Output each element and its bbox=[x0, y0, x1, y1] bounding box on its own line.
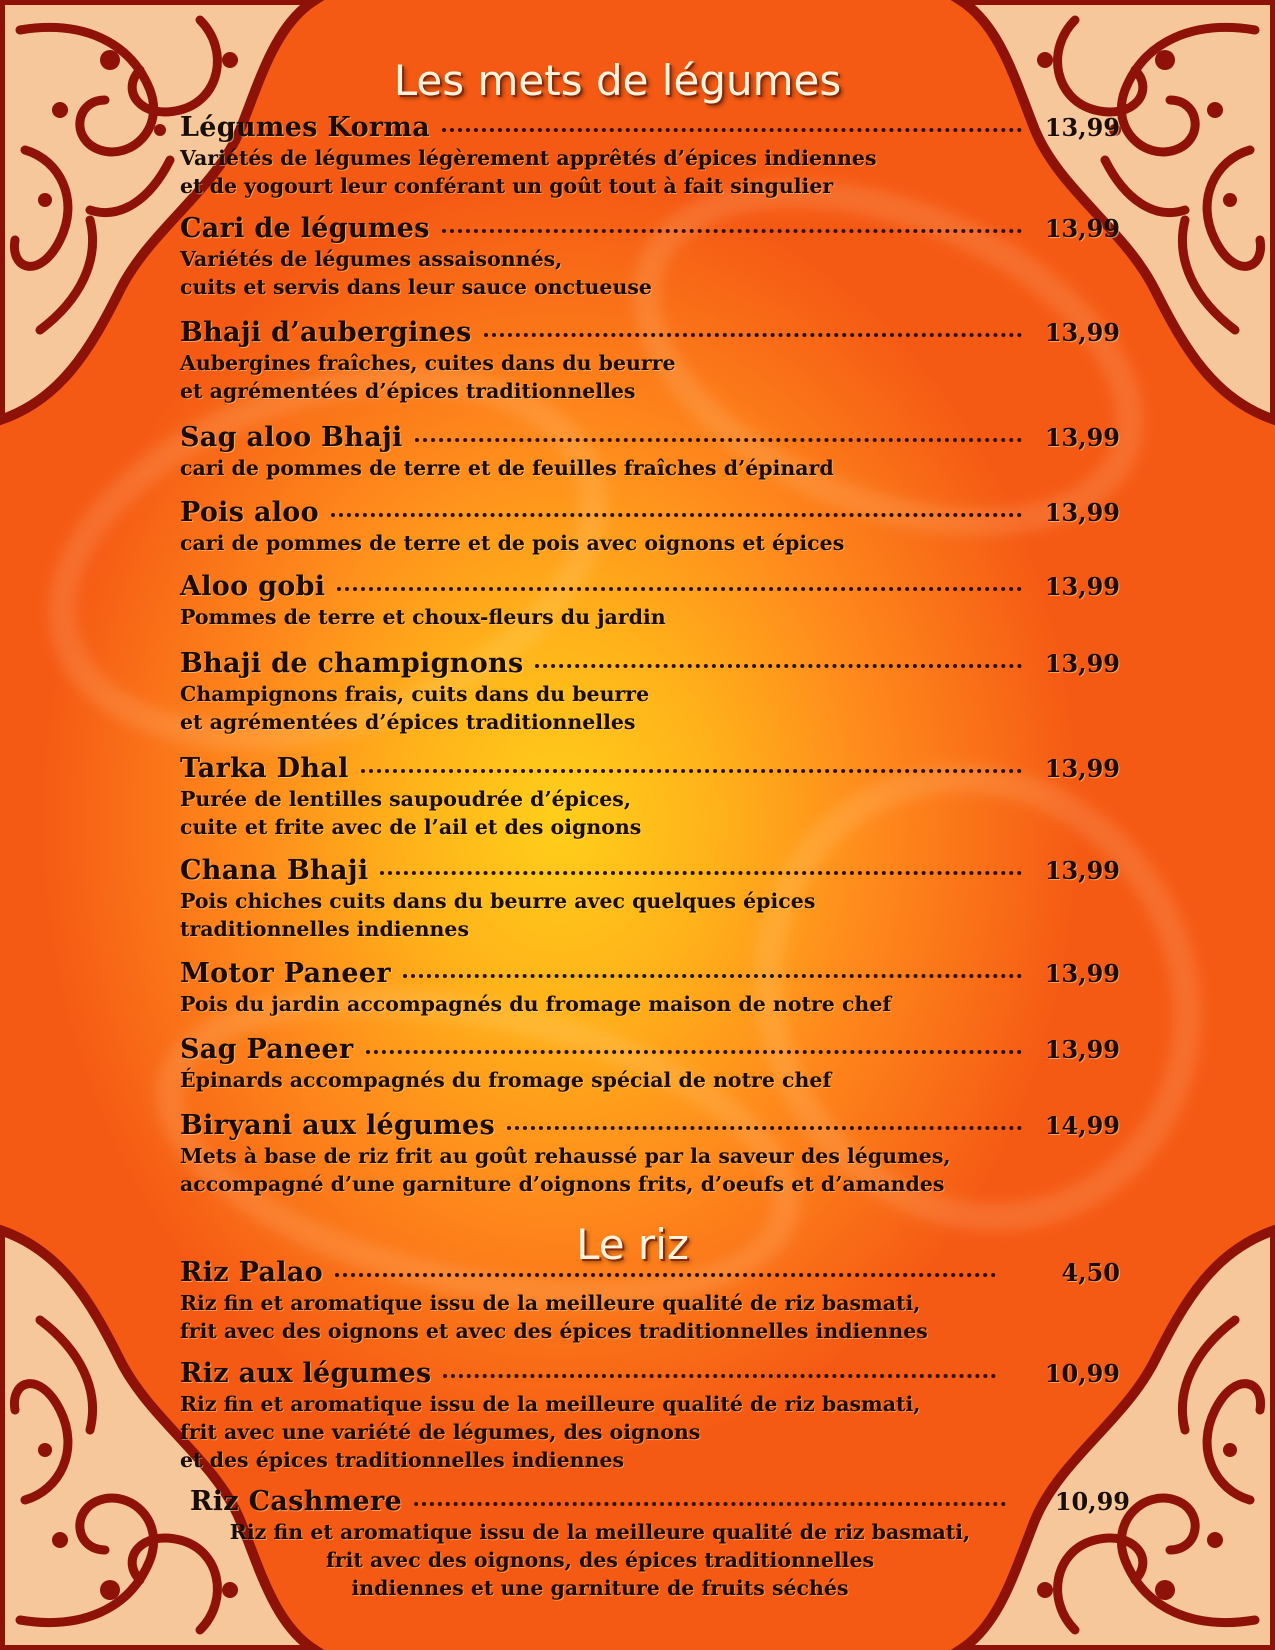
item-description: et agrémentées d’épices traditionnelles bbox=[180, 710, 636, 734]
item-description: cuits et servis dans leur sauce onctueuse bbox=[180, 275, 652, 299]
item-description: frit avec des oignons, des épices traditionnelles bbox=[325, 1548, 875, 1572]
item-name: Biryani aux légumes bbox=[180, 1110, 495, 1141]
item-description: frit avec des oignons et avec des épices traditionnelles indiennes bbox=[180, 1319, 928, 1343]
item-name: Riz aux légumes bbox=[180, 1358, 432, 1389]
item-name: Pois aloo bbox=[180, 497, 319, 528]
item-description: et de yogourt leur conférant un goût tout à fait singulier bbox=[180, 174, 834, 198]
item-description: et agrémentées d’épices traditionnelles bbox=[180, 379, 636, 403]
item-description: traditionnelles indiennes bbox=[180, 917, 470, 941]
dot-leader bbox=[366, 1050, 1022, 1054]
item-description: Pois chiches cuits dans du beurre avec quelques épices bbox=[180, 889, 816, 913]
item-description: Pommes de terre et choux-fleurs du jardin bbox=[180, 605, 666, 629]
item-name: Sag Paneer bbox=[180, 1034, 354, 1065]
dot-leader bbox=[415, 438, 1022, 442]
item-description: cari de pommes de terre et de pois avec oignons et épices bbox=[180, 531, 845, 555]
item-description: Purée de lentilles saupoudrée d’épices, bbox=[180, 787, 631, 811]
menu-item bbox=[180, 855, 1120, 943]
dot-leader bbox=[442, 128, 1022, 132]
menu-item bbox=[180, 112, 1120, 200]
menu-item bbox=[180, 753, 1120, 841]
dot-leader bbox=[484, 333, 1022, 337]
item-name: Riz Cashmere bbox=[190, 1486, 402, 1517]
item-description: Riz fin et aromatique issu de la meilleure qualité de riz basmati, bbox=[180, 1291, 921, 1315]
dot-leader bbox=[535, 664, 1022, 668]
section-title-rice: Le riz bbox=[576, 1220, 689, 1269]
item-name: Motor Paneer bbox=[180, 958, 391, 989]
item-name: Tarka Dhal bbox=[180, 753, 349, 784]
item-description: frit avec une variété de légumes, des oignons bbox=[180, 1420, 701, 1444]
item-description: Variétés de légumes légèrement apprêtés d’épices indiennes bbox=[180, 146, 877, 170]
menu-item bbox=[190, 1486, 1130, 1602]
menu-item bbox=[180, 422, 1120, 482]
item-name: Aloo gobi bbox=[180, 571, 326, 602]
dot-leader bbox=[337, 587, 1022, 591]
item-description: Riz fin et aromatique issu de la meilleure qualité de riz basmati, bbox=[180, 1392, 921, 1416]
item-price: 13,99 bbox=[1044, 498, 1120, 527]
dot-leader bbox=[403, 974, 1022, 978]
item-price: 4,50 bbox=[1061, 1258, 1120, 1287]
item-name: Bhaji d’aubergines bbox=[180, 317, 472, 348]
menu-item bbox=[180, 1110, 1120, 1198]
item-description: Mets à base de riz frit au goût rehaussé par la saveur des légumes, bbox=[180, 1144, 951, 1168]
menu-item bbox=[180, 571, 1120, 631]
item-name: Chana Bhaji bbox=[180, 855, 369, 886]
menu-item bbox=[180, 648, 1120, 736]
item-price: 13,99 bbox=[1044, 959, 1120, 988]
dot-leader bbox=[507, 1126, 1022, 1130]
item-description: et des épices traditionnelles indiennes bbox=[180, 1448, 625, 1472]
item-price: 13,99 bbox=[1044, 572, 1120, 601]
item-price: 13,99 bbox=[1044, 856, 1120, 885]
item-description: cuite et frite avec de l’ail et des oignons bbox=[180, 815, 642, 839]
dot-leader bbox=[335, 1273, 996, 1277]
dot-leader bbox=[414, 1502, 1006, 1506]
item-description: Épinards accompagnés du fromage spécial de notre chef bbox=[180, 1068, 832, 1092]
item-description: Variétés de légumes assaisonnés, bbox=[180, 247, 563, 271]
dot-leader bbox=[442, 229, 1022, 233]
item-price: 10,99 bbox=[1044, 1359, 1120, 1388]
menu-item bbox=[180, 317, 1120, 405]
menu-item bbox=[180, 1034, 1120, 1094]
item-description: accompagné d’une garniture d’oignons frits, d’oeufs et d’amandes bbox=[180, 1172, 945, 1196]
item-name: Légumes Korma bbox=[180, 112, 431, 143]
menu-item bbox=[180, 497, 1120, 557]
item-name: Bhaji de champignons bbox=[180, 648, 524, 679]
menu-item bbox=[180, 1358, 1120, 1474]
menu-item bbox=[180, 213, 1120, 301]
item-price: 13,99 bbox=[1044, 1035, 1120, 1064]
item-description: Riz fin et aromatique issu de la meilleure qualité de riz basmati, bbox=[229, 1520, 971, 1544]
item-name: Riz Palao bbox=[180, 1257, 323, 1288]
item-price: 13,99 bbox=[1044, 113, 1120, 142]
item-description: indiennes et une garniture de fruits séchés bbox=[351, 1576, 849, 1600]
item-description: Aubergines fraîches, cuites dans du beurre bbox=[180, 351, 676, 375]
item-price: 13,99 bbox=[1044, 649, 1120, 678]
item-price: 13,99 bbox=[1044, 318, 1120, 347]
item-price: 13,99 bbox=[1044, 754, 1120, 783]
dot-leader bbox=[443, 1374, 996, 1378]
item-price: 13,99 bbox=[1044, 423, 1120, 452]
item-description: cari de pommes de terre et de feuilles fraîches d’épinard bbox=[180, 456, 834, 480]
item-price: 13,99 bbox=[1044, 214, 1120, 243]
item-description: Pois du jardin accompagnés du fromage maison de notre chef bbox=[180, 992, 892, 1016]
item-price: 10,99 bbox=[1054, 1487, 1130, 1516]
item-name: Sag aloo Bhaji bbox=[180, 422, 403, 453]
dot-leader bbox=[331, 513, 1022, 517]
dot-leader bbox=[361, 769, 1022, 773]
item-price: 14,99 bbox=[1044, 1111, 1120, 1140]
menu-item bbox=[180, 958, 1120, 1018]
item-description: Champignons frais, cuits dans du beurre bbox=[180, 682, 650, 706]
item-name: Cari de légumes bbox=[180, 213, 430, 244]
menu-item bbox=[180, 1257, 1120, 1345]
dot-leader bbox=[380, 871, 1022, 875]
section-title-vegetables: Les mets de légumes bbox=[393, 56, 842, 105]
